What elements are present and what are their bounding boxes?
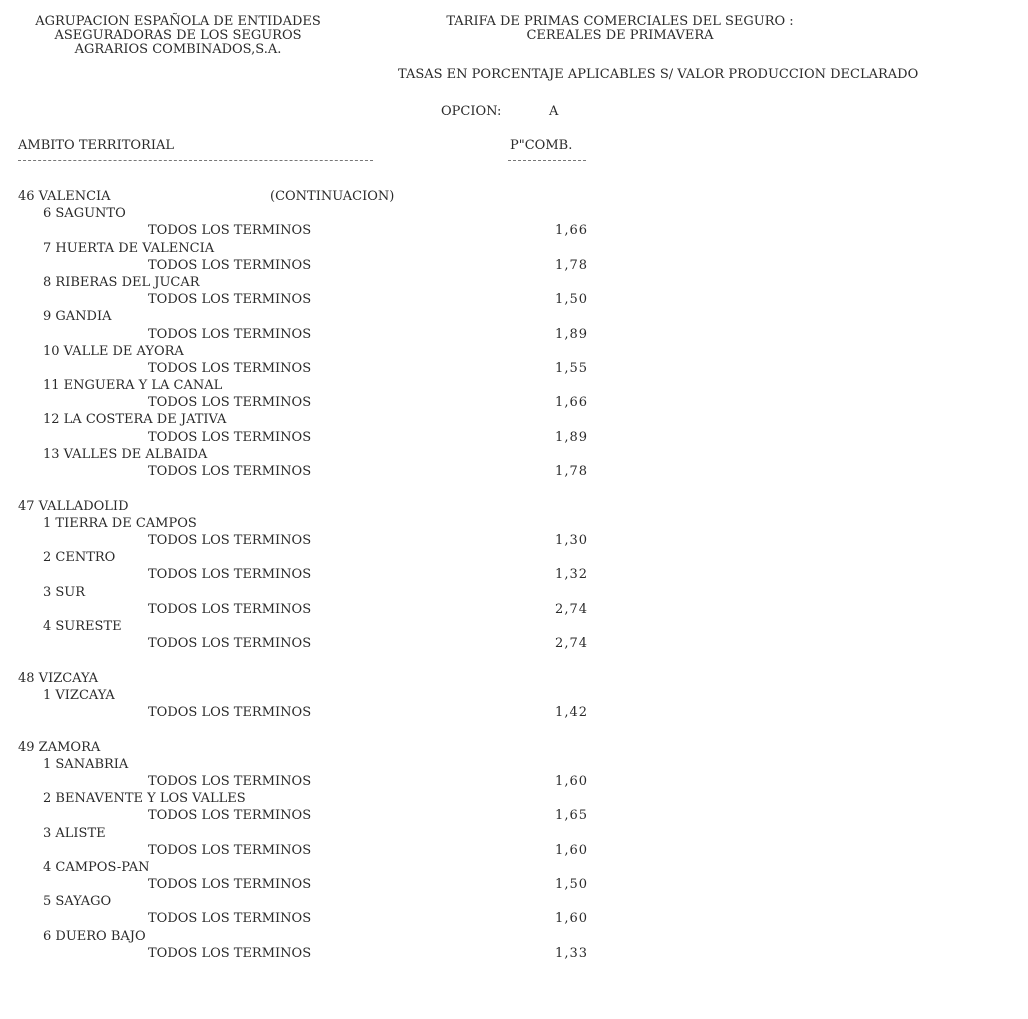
province-name: 48 VIZCAYA [18,670,98,686]
comarca-name: 4 SURESTE [43,618,122,634]
termino-row [0,603,1028,620]
comarca-name: 6 SAGUNTO [43,206,126,222]
comarca-row [0,379,1028,396]
termino-label: TODOS LOS TERMINOS [148,808,312,824]
rate-value: 1,66 [555,223,588,239]
column-header-ambito: AMBITO TERRITORIAL [18,138,174,153]
comarca-row [0,276,1028,293]
comarca-name: 8 RIBERAS DEL JUCAR [43,274,200,290]
column-header-pcomb: P"COMB. [510,138,573,153]
comarca-name: 5 SAYAGO [43,894,112,910]
termino-row [0,465,1028,482]
rate-value: 2,74 [555,601,588,617]
termino-row [0,362,1028,379]
comarca-row [0,758,1028,775]
rate-table [0,190,1028,964]
company-name-line: ASEGURADORAS DE LOS SEGUROS [54,28,302,43]
province-row [0,672,1028,689]
termino-label: TODOS LOS TERMINOS [148,842,312,858]
rate-value: 1,55 [555,360,588,376]
comarca-row [0,310,1028,327]
comarca-row [0,517,1028,534]
comarca-name: 12 LA COSTERA DE JATIVA [43,412,227,428]
rate-value: 1,32 [555,567,588,583]
comarca-name: 10 VALLE DE AYORA [43,343,184,359]
termino-row [0,224,1028,241]
opcion-label: OPCION: [441,104,502,119]
termino-label: TODOS LOS TERMINOS [148,292,312,308]
comarca-row [0,895,1028,912]
comarca-name: 13 VALLES DE ALBAIDA [43,446,208,462]
termino-row [0,878,1028,895]
rate-value: 1,33 [555,945,588,961]
rate-value: 1,60 [555,911,588,927]
termino-label: TODOS LOS TERMINOS [148,464,312,479]
comarca-row [0,586,1028,603]
province-row [0,741,1028,758]
rate-value: 1,50 [555,877,588,893]
rate-value: 1,78 [555,257,588,273]
comarca-row [0,620,1028,637]
comarca-name: 7 HUERTA DE VALENCIA [43,240,215,256]
rate-value: 1,78 [555,464,588,479]
document-title-line: TARIFA DE PRIMAS COMERCIALES DEL SEGURO : [446,14,794,29]
comarca-row [0,448,1028,465]
termino-row [0,912,1028,929]
rate-value: 1,50 [555,292,588,308]
comarca-name: 4 CAMPOS-PAN [43,859,150,875]
rate-value: 2,74 [555,636,588,652]
document-title-line: CEREALES DE PRIMAVERA [526,28,714,43]
province-row [0,500,1028,517]
rate-value: 1,30 [555,532,588,548]
opcion-value: A [549,104,559,119]
termino-row [0,396,1028,413]
termino-row [0,809,1028,826]
spacer [0,482,1028,499]
termino-label: TODOS LOS TERMINOS [148,911,312,927]
termino-label: TODOS LOS TERMINOS [148,257,312,273]
rate-value: 1,89 [555,429,588,445]
comarca-name: 1 TIERRA DE CAMPOS [43,515,197,531]
termino-label: TODOS LOS TERMINOS [148,705,312,721]
comarca-name: 2 BENAVENTE Y LOS VALLES [43,791,246,807]
rate-value: 1,60 [555,842,588,858]
rate-value: 1,65 [555,808,588,824]
comarca-name: 6 DUERO BAJO [43,928,146,944]
province-note: (CONTINUACION) [270,189,395,204]
termino-label: TODOS LOS TERMINOS [148,877,312,893]
spacer [0,723,1028,740]
column-divider [508,160,586,161]
comarca-name: 11 ENGUERA Y LA CANAL [43,378,223,394]
comarca-row [0,861,1028,878]
termino-row [0,431,1028,448]
comarca-row [0,930,1028,947]
termino-label: TODOS LOS TERMINOS [148,601,312,617]
rate-value: 1,89 [555,326,588,342]
document-title [415,15,825,43]
rate-value: 1,66 [555,395,588,411]
comarca-row [0,207,1028,224]
company-name-line: AGRUPACION ESPAÑOLA DE ENTIDADES [35,14,321,29]
comarca-name: 1 SANABRIA [43,756,129,772]
comarca-name: 3 SUR [43,584,86,600]
termino-label: TODOS LOS TERMINOS [148,773,312,789]
termino-row [0,844,1028,861]
termino-label: TODOS LOS TERMINOS [148,395,312,411]
company-name [18,15,338,57]
rate-value: 1,60 [555,773,588,789]
comarca-name: 9 GANDIA [43,309,112,325]
company-name-line: AGRARIOS COMBINADOS,S.A. [74,42,282,57]
comarca-name: 1 VIZCAYA [43,687,115,703]
termino-label: TODOS LOS TERMINOS [148,360,312,376]
comarca-row [0,792,1028,809]
province-name: 47 VALLADOLID [18,498,129,514]
termino-label: TODOS LOS TERMINOS [148,567,312,583]
province-row [0,190,1028,207]
spacer [0,654,1028,671]
comarca-row [0,827,1028,844]
comarca-name: 2 CENTRO [43,550,116,566]
rate-value: 1,42 [555,705,588,721]
document-subtitle: TASAS EN PORCENTAJE APLICABLES S/ VALOR PRODUCCION DECLARADO [398,67,919,82]
termino-row [0,534,1028,551]
comarca-name: 3 ALISTE [43,825,106,841]
termino-row [0,947,1028,964]
termino-row [0,328,1028,345]
termino-row [0,259,1028,276]
termino-row [0,293,1028,310]
termino-label: TODOS LOS TERMINOS [148,636,312,652]
termino-row [0,568,1028,585]
comarca-row [0,413,1028,430]
termino-label: TODOS LOS TERMINOS [148,945,312,961]
comarca-row [0,689,1028,706]
termino-row [0,637,1028,654]
province-name: 46 VALENCIA [18,189,111,204]
termino-label: TODOS LOS TERMINOS [148,532,312,548]
termino-label: TODOS LOS TERMINOS [148,326,312,342]
termino-row [0,775,1028,792]
termino-label: TODOS LOS TERMINOS [148,223,312,239]
comarca-row [0,242,1028,259]
termino-label: TODOS LOS TERMINOS [148,429,312,445]
province-name: 49 ZAMORA [18,739,101,755]
column-divider [18,160,373,161]
comarca-row [0,551,1028,568]
comarca-row [0,345,1028,362]
termino-row [0,706,1028,723]
